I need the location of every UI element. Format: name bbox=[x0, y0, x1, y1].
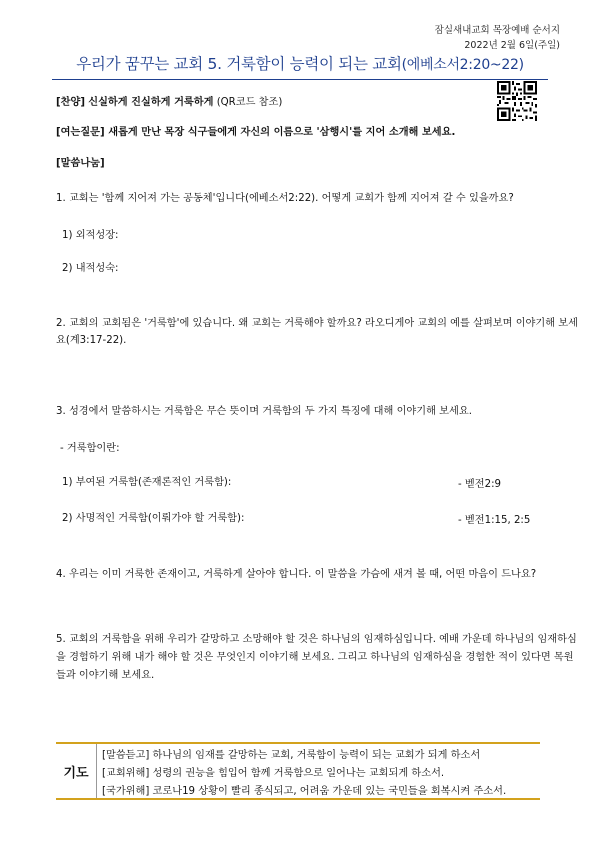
prayer-item: [말씀듣고] 하나님의 임재를 갈망하는 교회, 거룩함이 능력이 되는 교회가 되게 하소서 bbox=[102, 750, 481, 761]
praise-note: (QR코드 참조) bbox=[216, 97, 283, 108]
service-date: 2022년 2월 6일(주일) bbox=[464, 40, 560, 51]
question-3-definition: - 거룩함이란: bbox=[60, 443, 120, 454]
praise-song: 신실하게 진실하게 거룩하게 bbox=[88, 97, 214, 108]
praise-line bbox=[56, 95, 282, 110]
question-3-sub-1-ref: - 벧전2:9 bbox=[458, 479, 501, 490]
prayer-label: 기도 bbox=[63, 766, 89, 781]
praise-tag: [찬양] bbox=[56, 97, 85, 108]
title-main: 우리가 꿈꾸는 교회 5. 거룩함이 능력이 되는 교회 bbox=[76, 55, 402, 73]
opening-text: 새롭게 만난 목장 식구들에게 자신의 이름으로 '삼행시'를 지어 소개해 보세요. bbox=[108, 127, 456, 138]
question-1-sub-1: 1) 외적성장: bbox=[62, 230, 119, 241]
question-4: 4. 우리는 이미 거룩한 존재이고, 거룩하게 살아야 합니다. 이 말씀을 가슴에 새겨 볼 때, 어떤 마음이 드나요? bbox=[56, 569, 537, 580]
qr-code-icon[interactable] bbox=[497, 81, 537, 121]
prayer-top-rule bbox=[56, 742, 540, 744]
sharing-heading: [말씀나눔] bbox=[56, 158, 105, 169]
title-ref: (에베소서2:20~22) bbox=[401, 57, 524, 73]
question-3-sub-2-ref: - 벧전1:15, 2:5 bbox=[458, 515, 531, 526]
question-2-line-1: 2. 교회의 교회됨은 '거룩함'에 있습니다. 왜 교회는 거룩해야 할까요? 라오디게아 교회의 예를 살펴보며 이야기해 보세 bbox=[56, 318, 578, 329]
question-1-sub-2: 2) 내적성숙: bbox=[62, 263, 119, 274]
opening-question bbox=[56, 125, 455, 140]
question-3-sub-1: 1) 부여된 거룩함(존재론적인 거룩함): bbox=[62, 477, 232, 488]
question-3: 3. 성경에서 말씀하시는 거룩함은 무슨 뜻이며 거룩함의 두 가지 특징에 대해 이야기해 보세요. bbox=[56, 406, 472, 417]
page-title bbox=[0, 52, 600, 74]
title-underline bbox=[52, 79, 548, 80]
question-3-sub-2: 2) 사명적인 거룩함(이뤄가야 할 거룩함): bbox=[62, 513, 245, 524]
question-5-line-3: 들과 이야기해 보세요. bbox=[56, 670, 155, 681]
prayer-divider bbox=[96, 744, 97, 798]
question-5-line-2: 을 경험하기 위해 내가 해야 할 것은 무엇인지 이야기해 보세요. 그리고 하나님의 임재하심을 경험한 적이 있다면 목원 bbox=[56, 652, 574, 663]
prayer-bottom-rule bbox=[56, 798, 540, 800]
opening-tag: [여는질문] bbox=[56, 127, 105, 138]
question-2-line-2: 요(계3:17-22). bbox=[56, 335, 127, 346]
prayer-item: [국가위해] 코로나19 상황이 빨리 종식되고, 어려움 가운데 있는 국민들을 회복시켜 주소서. bbox=[102, 786, 507, 797]
prayer-item: [교회위해] 성령의 권능을 힘입어 함께 거룩함으로 일어나는 교회되게 하소서. bbox=[102, 768, 445, 779]
question-5-line-1: 5. 교회의 거룩함을 위해 우리가 갈망하고 소망해야 할 것은 하나님의 임재하심입니다. 예배 가운데 하나님의 임재하심 bbox=[56, 634, 577, 645]
question-1: 1. 교회는 '함께 지어져 가는 공동체'입니다(에베소서2:22). 어떻게 교회가 함께 지어져 갈 수 있을까요? bbox=[56, 193, 514, 204]
church-name: 잠실새내교회 목장예배 순서지 bbox=[434, 25, 560, 36]
